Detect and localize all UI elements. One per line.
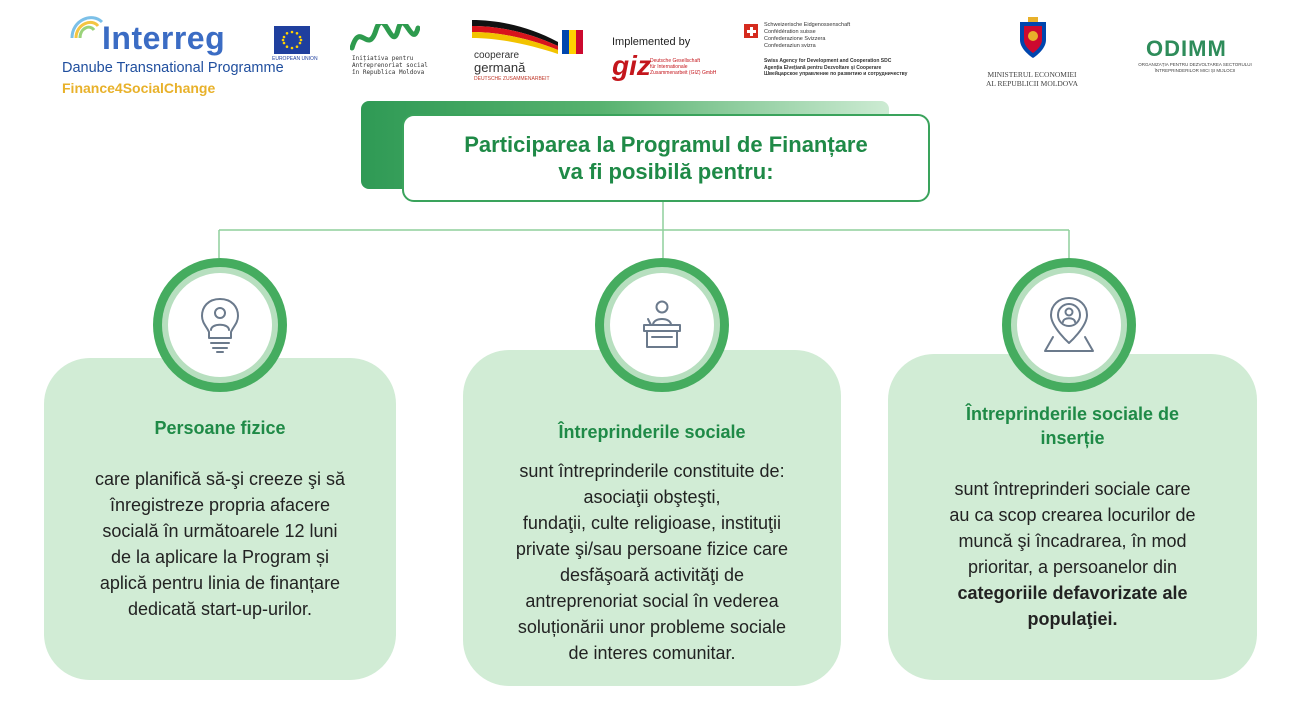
speaker-podium-icon	[622, 285, 702, 365]
interreg-wordmark: Interreg	[102, 20, 226, 56]
emphasis-line: populaţiei.	[1027, 609, 1118, 629]
card-title: Întreprinderile sociale	[558, 422, 746, 442]
odimm-logo	[1130, 36, 1260, 76]
page-title	[402, 114, 930, 202]
ais-logo	[350, 24, 440, 78]
card-icon-circle	[1002, 258, 1136, 392]
ais-wave-icon	[350, 24, 420, 52]
card-icon-circle	[595, 258, 729, 392]
card-intreprinderi-insertie	[888, 354, 1257, 680]
cooperare-germana-logo	[468, 16, 588, 86]
swiss-cross-icon	[744, 24, 758, 38]
lightbulb-person-icon	[180, 285, 260, 365]
zusammenarbeit-text: DEUTSCHE ZUSAMMENARBEIT	[474, 76, 550, 82]
swiss-confederation-names: Schweizerische Eidgenossenschaft Confédération suisse Confederazione Svizzera Confederaziun svizra	[764, 22, 851, 49]
moldova-crest-icon	[1016, 16, 1050, 60]
card-body: sunt întreprinderi sociale care au ca scop crearea locurilor de muncă şi încadrarea, în mod prioritar, a persoanelor din categoriile defavorizate ale populaţiei.	[888, 476, 1257, 632]
cooperare-text: cooperare	[474, 50, 520, 61]
eu-label: EUROPEAN UNION	[272, 56, 318, 62]
programme-name: Danube Transnational Programme	[62, 60, 284, 76]
giz-logo	[612, 36, 732, 86]
giz-wordmark: giz	[612, 50, 651, 81]
partner-logos	[0, 0, 1293, 100]
card-body: sunt întreprinderile constituite de: asociaţii obşteşti, fundaţii, culte religioase, instituţii private şi/sau persoane fizice care desfăşoară activităţi de antreprenoriat social în vederea soluționării unor probleme sociale de interes comunitar.	[515, 461, 789, 663]
odimm-fullname: ORGANIZAȚIA PENTRU DEZVOLTAREA SECTORULUI ÎNTREPRINDERILOR MICI ȘI MIJLOCII	[1138, 62, 1252, 73]
germana-text: germană	[474, 60, 526, 75]
project-name: Finance4SocialChange	[62, 80, 216, 96]
card-persoane-fizice	[44, 358, 396, 680]
card-icon-circle	[153, 258, 287, 392]
location-person-icon	[1029, 285, 1109, 365]
card-title: Întreprinderile sociale de inserție	[965, 404, 1180, 448]
swiss-sdc-logo	[744, 22, 934, 86]
implemented-by-label: Implemented by	[612, 36, 691, 48]
interreg-swirl-icon	[66, 8, 106, 48]
title-line-1: Participarea la Programul de Finanțare	[464, 132, 868, 157]
emphasis-line: categoriile defavorizate ale	[957, 583, 1188, 603]
ais-text: Inițiativa pentru Antreprenoriat social în Republica Moldova	[352, 55, 428, 76]
card-body: care planifică să-şi creeze şi să înregistreze propria afacere socială în următoarele 12 luni de la aplicare la Program și aplică pentru linia de finanțare dedicată start-up-urilor.	[94, 469, 346, 619]
odimm-wordmark: ODIMM	[1146, 36, 1227, 61]
title-line-2: va fi posibilă pentru:	[558, 159, 774, 184]
card-title: Persoane fizice	[154, 418, 286, 438]
swiss-agency-names: Swiss Agency for Development and Cooperation SDC Agenția Elvețiană pentru Dezvoltare și Cooperare Швейцарское управление по развитию и сотрудничеству	[764, 58, 908, 77]
ministry-name: MINISTERUL ECONOMIEI AL REPUBLICII MOLDOVA	[985, 70, 1079, 88]
card-intreprinderi-sociale	[463, 350, 841, 686]
interreg-logo	[62, 6, 322, 98]
ministry-economy-logo	[982, 16, 1092, 86]
giz-fullname: Deutsche Gesellschaft für Internationale Zusammenarbeit (GIZ) GmbH	[650, 58, 717, 76]
eu-flag-icon	[274, 26, 310, 54]
